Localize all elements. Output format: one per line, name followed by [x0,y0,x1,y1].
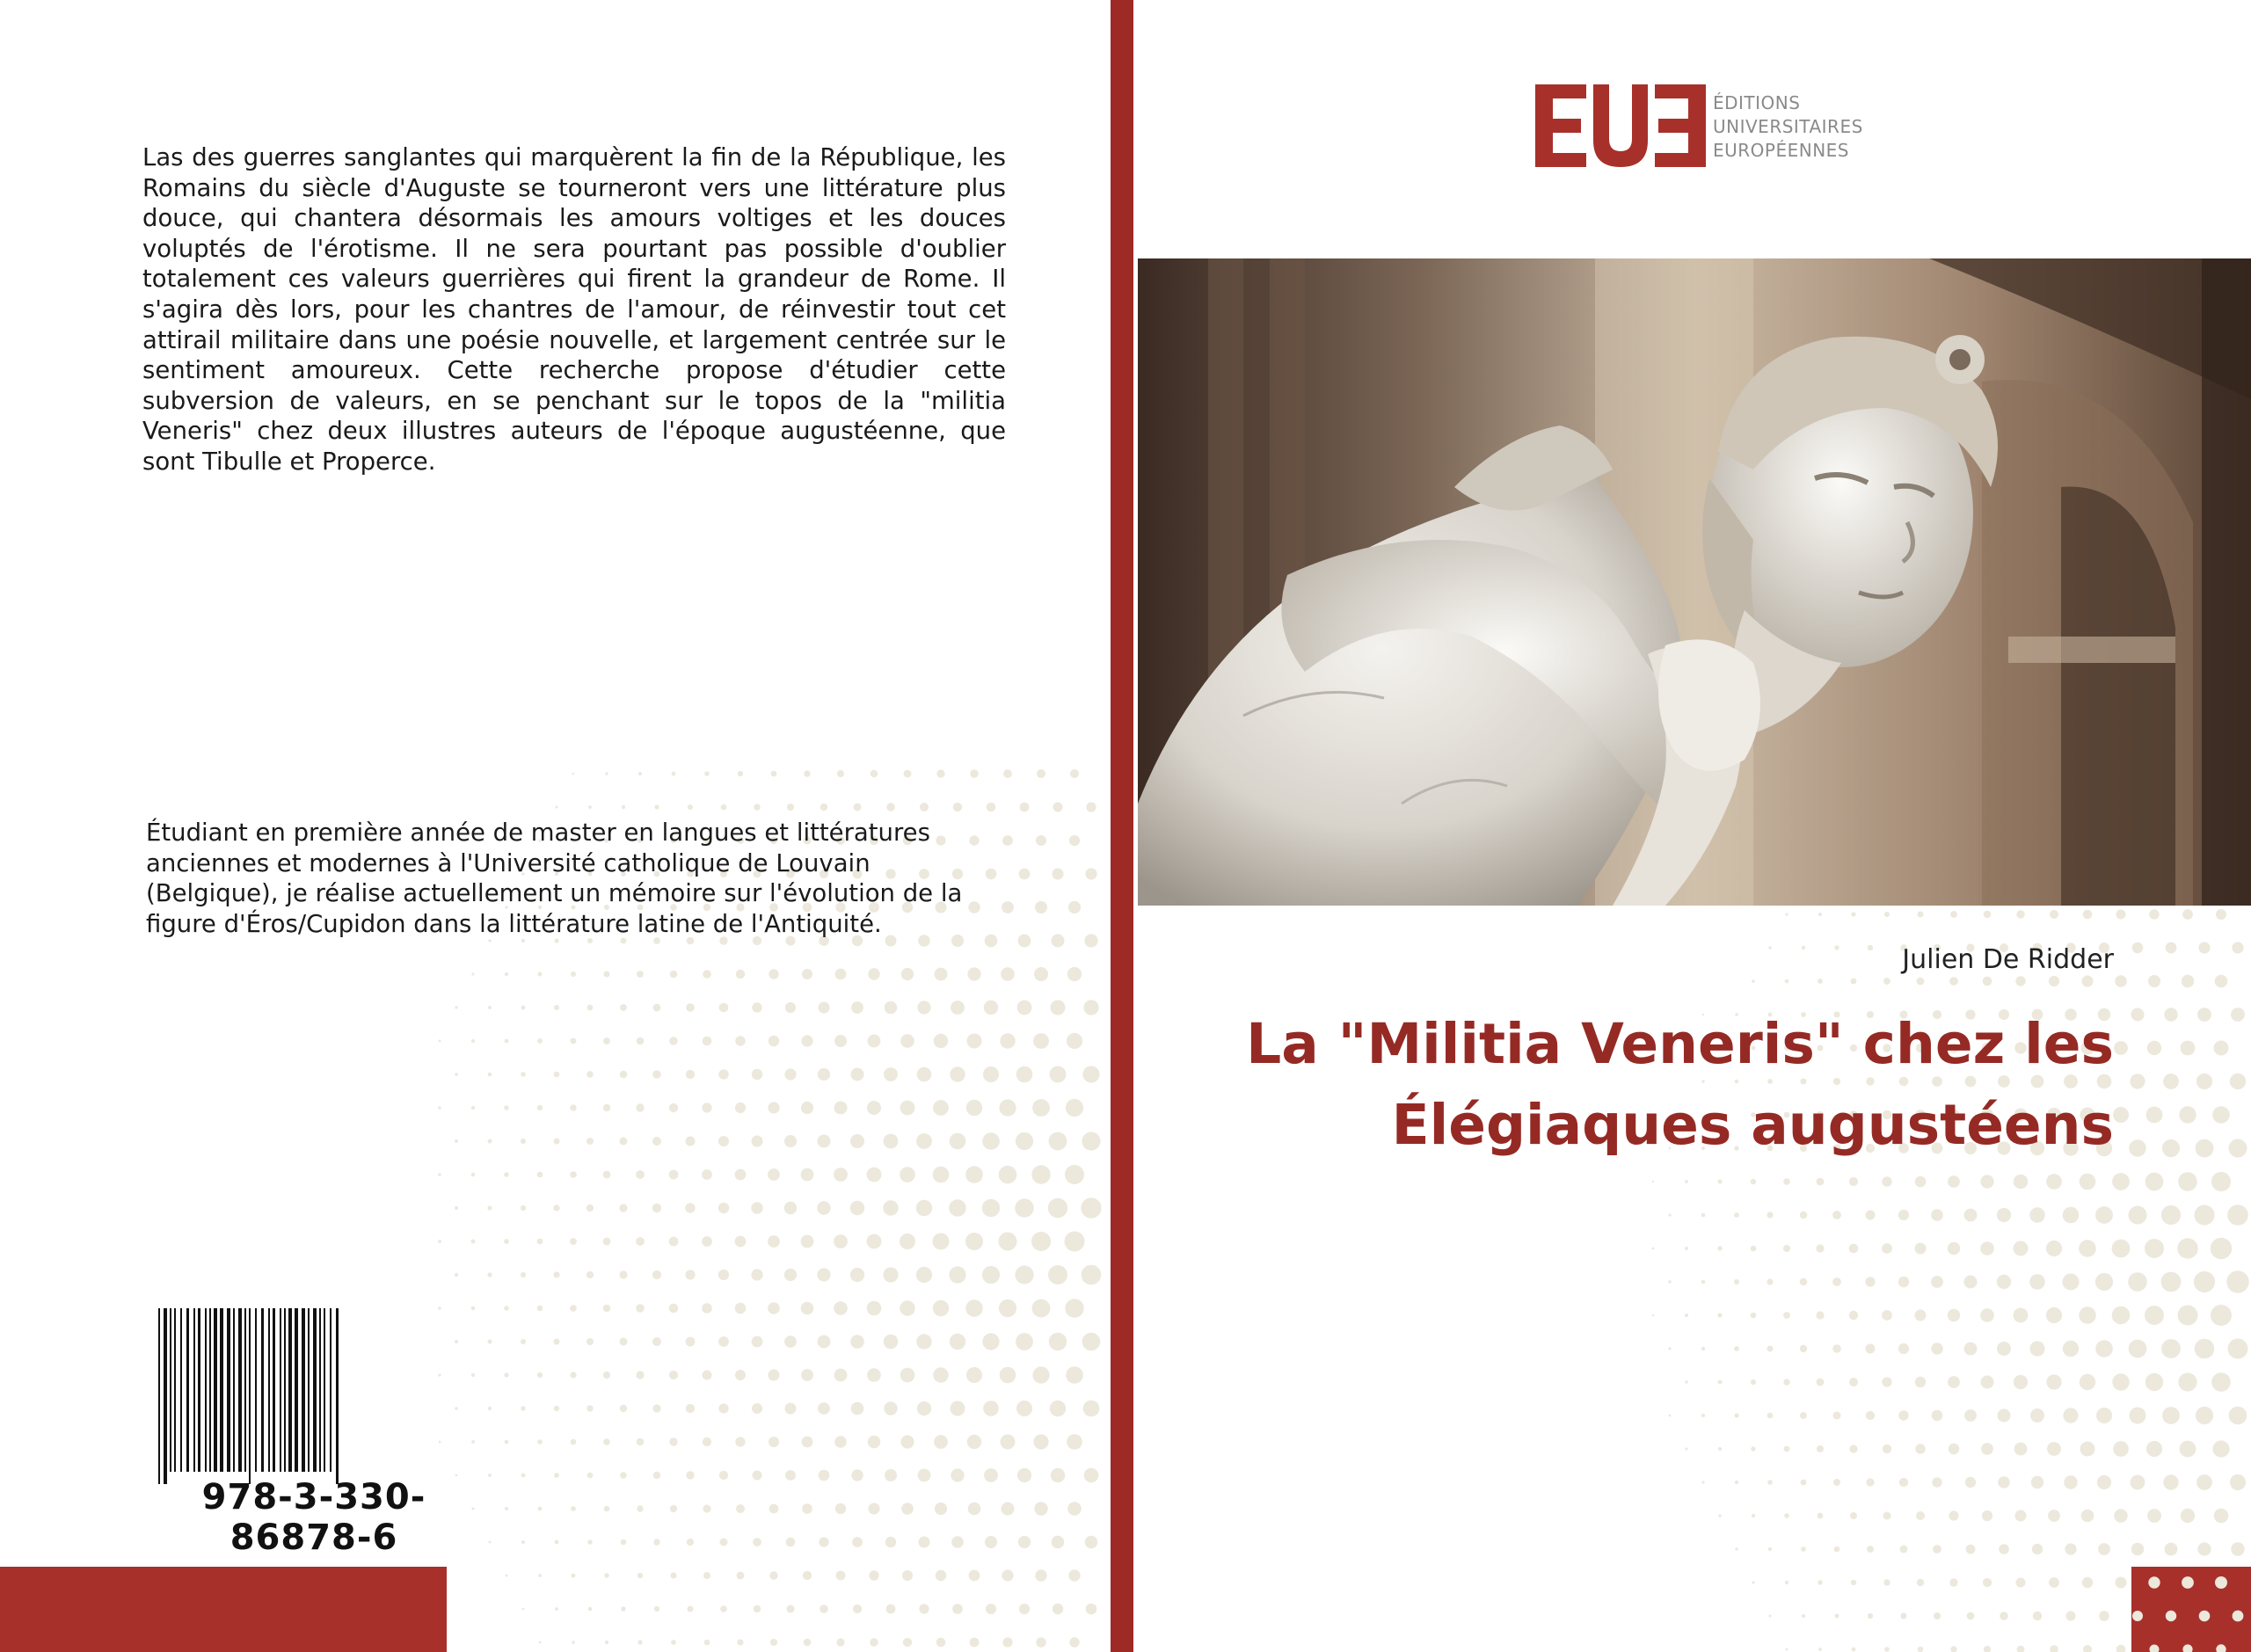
publisher-line: ÉDITIONS [1713,92,1801,113]
book-title [1147,1004,2114,1166]
publisher-line: UNIVERSITAIRES [1713,116,1863,137]
book-title-line: La "Militia Veneris" chez les [1246,1012,2114,1076]
author-name: Julien De Ridder [1902,944,2114,975]
book-title-line: Élégiaques augustéens [1391,1093,2114,1157]
publisher-line: EUROPÉENNES [1713,140,1850,161]
back-cover-summary: Las des guerres sanglantes qui marquèrent la fin de la République, les Romains du siècle d'Auguste se tourneront vers une littérature plus douce, qui chantera désormais les amours voltiges et les douces voluptés de l'érotisme. Il ne sera pourtant pas possible d'oublier totalement ces valeurs guerrières qui firent la grandeur de Rome. Il s'agira dès lors, pour les chantres de l'amour, de réinvestir tout cet attirail militaire dans une poésie nouvelle, et largement centrée sur le sentiment amoureux. Cette recherche propose d'étudier cette subversion de valeurs, en se penchant sur le topos de la "militia Veneris" chez deux illustres auteurs de l'époque augustéenne, que sont Tibulle et Properce. [142,143,1006,476]
author-biography: Étudiant en première année de master en langues et littératures anciennes et modernes à l'Université catholique de Louvain (Belgique), je réalise actuellement un mémoire sur l'évolution de la figure d'Éros/Cupidon dans la littérature latine de l'Antiquité. [146,819,963,938]
isbn-number: 978-3-330-86878-6 [201,1477,426,1558]
